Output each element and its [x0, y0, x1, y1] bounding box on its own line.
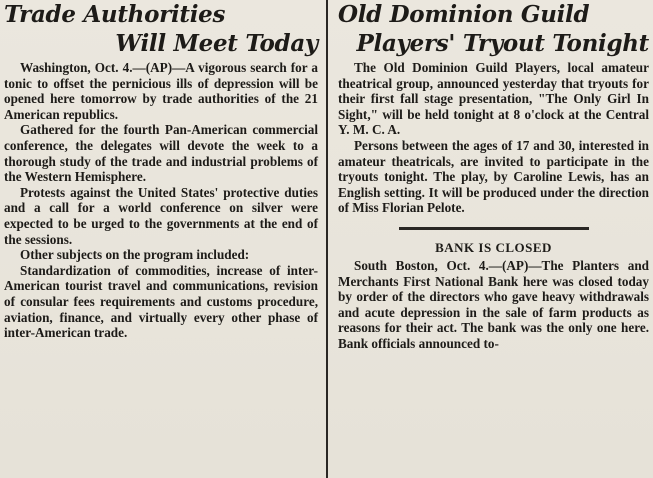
trade-headline-line2: Will Meet Today [115, 30, 318, 57]
article-paragraph: Washington, Oct. 4.—(AP)—A vigorous search for a tonic to offset the pernicious ills of depression will be opened here tomorrow by trade authorities of the 21 American republics. [4, 60, 318, 122]
trade-article-body [4, 60, 318, 341]
guild-headline-line2: Players' Tryout Tonight [356, 30, 649, 57]
article-paragraph: South Boston, Oct. 4.—(AP)—The Planters and Merchants First National Bank here was closed today by order of the directors who gave heavy withdrawals and acute depression in the sale of farm products as reasons for their act. The bank was the only one here. Bank officials announced to- [338, 257, 649, 351]
article-paragraph: The Old Dominion Guild Players, local amateur theatrical group, announced yesterday that tryouts for their first fall stage presentation, "The Only Girl In Sight," will be held tonight at 8 o'clock at the Central Y. M. C. A. [338, 60, 649, 138]
guild-article-body [338, 60, 649, 216]
article-paragraph: Standardization of commodities, increase of inter-American tourist travel and communications, revision of consular fees requirements and customs procedure, aviation, finance, and virtually every other phase of inter-American trade. [4, 262, 318, 341]
guild-headline [338, 0, 649, 58]
left-column [0, 0, 324, 478]
article-paragraph: Gathered for the fourth Pan-American commercial conference, the delegates will devote the week to a thorough study of the trade and industrial problems of the Western Hemisphere. [4, 122, 318, 185]
guild-headline-line1: Old Dominion Guild [338, 1, 590, 28]
bank-article-body [338, 258, 649, 352]
bank-subhead: BANK IS CLOSED [435, 239, 552, 255]
article-paragraph: Protests against the United States' protective duties and a call for a world conference on silver were expected to be urged to the governments at the end of the sessions. [4, 184, 318, 247]
trade-headline-line1: Trade Authorities [4, 1, 226, 28]
article-paragraph: Persons between the ages of 17 and 30, interested in amateur theatricals, are invited to participate in the tryouts tonight. The play, by Caroline Lewis, has an English setting. It will be produced under the direction of Miss Florian Pelote. [338, 137, 649, 216]
column-divider [326, 0, 328, 478]
article-paragraph: Other subjects on the program included: [20, 247, 250, 263]
right-column [332, 0, 653, 478]
article-separator [399, 227, 589, 230]
trade-headline [4, 0, 318, 58]
